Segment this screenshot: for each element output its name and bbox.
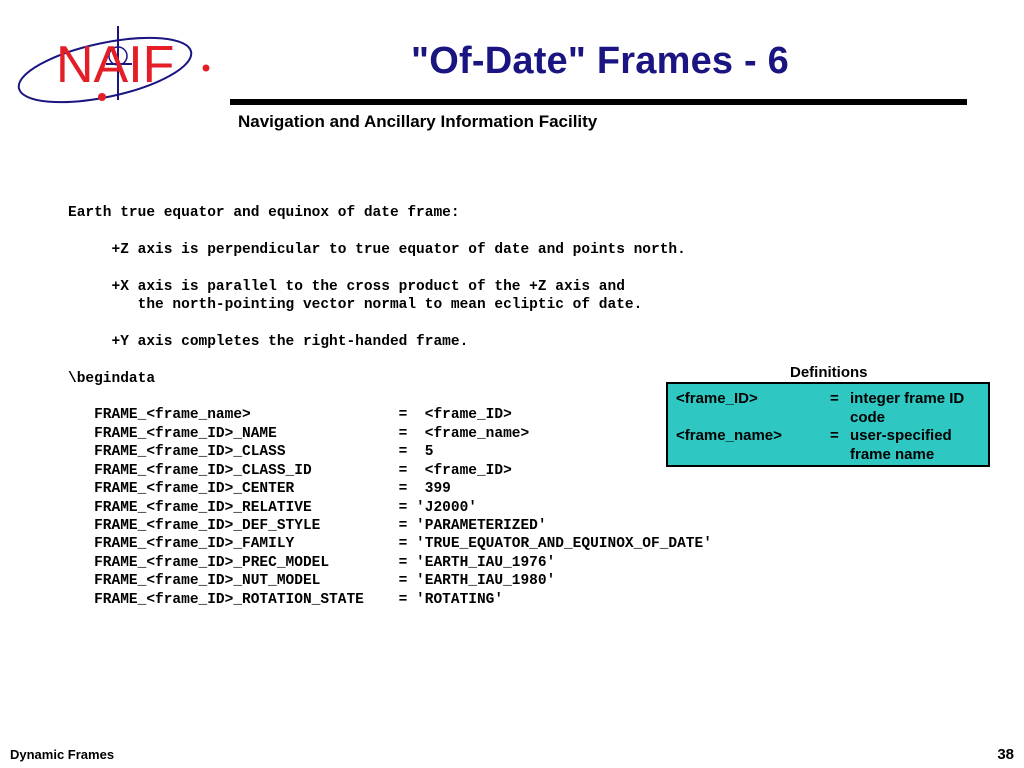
definition-term: <frame_name> (676, 427, 782, 444)
naif-logo (10, 22, 225, 112)
definition-equals: = (830, 390, 839, 407)
frame-definition-code: Earth true equator and equinox of date frame: +Z axis is perpendicular to true equator of date and points north. +X axis is parallel to the cross product of the +Z axis and the north-pointing vector normal to mean ecliptic of date. +Y axis completes the right-handed frame. \begindata FRAME_<frame_name> = <frame_ID> FRAME_<frame_ID>_NAME = <frame_name> FRAME_<frame_ID>_CLASS = 5 FRAME_<frame_ID>_CLASS_ID = <frame_ID> FRAME_<frame_ID>_CENTER = 399 FRAME_<frame_ID>_RELATIVE = 'J2000' FRAME_<frame_ID>_DEF_STYLE = 'PARAMETERIZED' FRAME_<frame_ID>_FAMILY = 'TRUE_EQUATOR_AND_EQUINOX_OF_DATE' FRAME_<frame_ID>_PREC_MODEL = 'EARTH_IAU_1976' FRAME_<frame_ID>_NUT_MODEL = 'EARTH_IAU_1980' FRAME_<frame_ID>_ROTATION_STATE = 'ROTATING' (68, 205, 712, 608)
definitions-caption: Definitions (790, 364, 868, 381)
slide-title: "Of-Date" Frames - 6 (411, 40, 789, 82)
definition-description: user-specified frame name (850, 427, 952, 463)
footer-section-title: Dynamic Frames (10, 747, 115, 762)
definition-description: integer frame ID code (850, 390, 965, 426)
logo-wordmark: NAIF (56, 36, 175, 94)
title-underline (230, 99, 967, 105)
definition-equals: = (830, 427, 839, 444)
definition-term: <frame_ID> (676, 390, 758, 407)
naif-logo-graphic (10, 22, 225, 112)
slide-subtitle: Navigation and Ancillary Information Facility (238, 112, 598, 131)
page-number: 38 (997, 746, 1014, 763)
definitions-box (666, 382, 990, 467)
